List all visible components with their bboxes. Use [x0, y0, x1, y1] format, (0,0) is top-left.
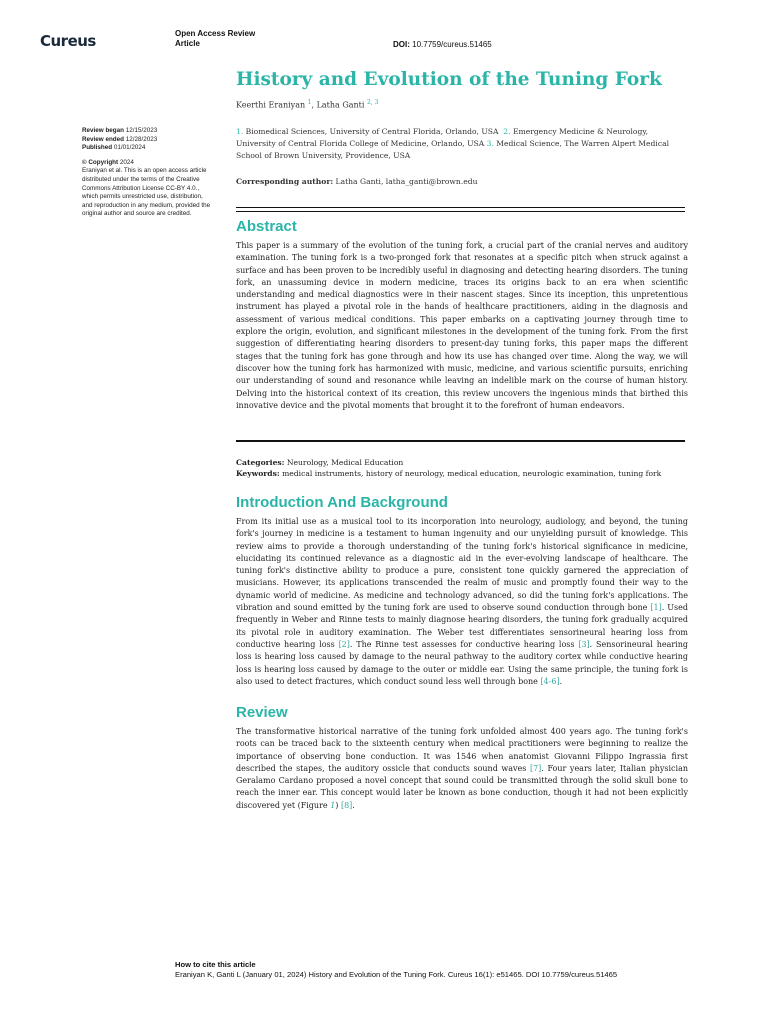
- corresponding-author-value[interactable]: Latha Ganti, latha_ganti@brown.edu: [335, 177, 478, 186]
- abstract-bottom-rule: [236, 440, 685, 442]
- author-1[interactable]: Keerthi Eraniyan: [236, 100, 306, 110]
- intro-text-part: From its initial use as a musical tool to its incorporation into neurology, audiology, and beyond, the tuning fork's journey in medicine is a testament to human ingenuity and our unyielding pursuit of knowledge. This review aims to provide a thorough understanding of the tuning fork's historical significance in medicine, elucidating its continued relevance as a diagnostic aid in the ever-evolving landscape of healthcare. The tuning fork's distinctive ability to produce a pure, consistent tone quickly garnered the appreciation of musicians. However, its applications transcended the realm of music and promptly found their way to the dynamic world of medicine. As medicine and technology advanced, so did the tuning fork's applications. The vibration and sound emitted by the tuning fork are used to observe sound conduction through bone: [236, 517, 688, 613]
- corresponding-author: [236, 177, 477, 186]
- author-separator: ,: [311, 100, 317, 110]
- affiliations: [236, 126, 686, 162]
- published: [82, 144, 212, 153]
- affil-3-num: 3.: [486, 139, 494, 148]
- review-ended: [82, 136, 212, 145]
- copyright-label: © Copyright: [82, 158, 119, 166]
- abstract-top-rule: [236, 207, 685, 212]
- review-heading: Review: [236, 704, 288, 721]
- affil-3: Medical Science, The Warren Alpert Medical School of Brown University, Providence, USA: [236, 139, 670, 160]
- affil-1-num: 1.: [236, 127, 244, 136]
- author-1-affil[interactable]: 1: [307, 99, 312, 106]
- article-type-line1: Open Access Review: [175, 29, 256, 38]
- header-doi: [393, 40, 492, 50]
- review-ended-date: 12/28/2023: [125, 135, 158, 143]
- author-2-affil[interactable]: 2, 3: [366, 99, 379, 106]
- categories: [236, 457, 688, 468]
- abstract-text: This paper is a summary of the evolution of the tuning fork, a crucial part of the cranial nerves and auditory examination. The tuning fork is a two-pronged fork that resonates at a specific pitch when struck against a surface and has been proven to be incredibly useful in diagnosing and detecting hearing disorders. The tuning fork, an unassuming device in modern medicine, traces its origins back to an era when scientific understanding and medical diagnostics were in their nascent stages. Since its inception, this unpretentious instrument has played a pivotal role in the hands of healthcare practitioners, aiding in the diagnosis and assessment of various medical conditions. This paper embarks on a captivating journey through time to explore the origin, evolution, and significant milestones in the development of the tuning fork. From the first suggestion of differentiating hearing disorders to present-day tuning forks, this paper maps the different stages that the tuning fork has gone through and how its use has changed over time. Along the way, we will discover how the tuning fork has harmonized with music, medicine, and various scientific pursuits, enriching our understanding of sound and resonance while leaving an indelible mark on the course of human history. Delving into the historical context of its creation, this review uncovers the ingenious minds that birthed this innovative device and the pivotal moments that brought it to the forefront of human endeavors.: [236, 241, 688, 410]
- published-label: Published: [82, 144, 113, 152]
- intro-text-part: .: [559, 676, 563, 686]
- reference-link[interactable]: [7]: [529, 763, 542, 773]
- article-title: History and Evolution of the Tuning Fork: [236, 69, 662, 90]
- copyright-year: 2024: [119, 158, 134, 166]
- review-text-part: The transformative historical narrative of the tuning fork unfolded almost 400 years ago. The tuning fork's roots can be traced back to the sixteenth century when medical practitioners were beginning to realize the importance of observing bone conduction. It was 1546 when anatomist Giovanni Filippo Ingrassia first described the stapes, the auditory ossicle that conducts sound waves: [236, 727, 688, 773]
- keywords-value: medical instruments, history of neurology, medical education, neurologic examination, tuning fork: [282, 469, 662, 478]
- doi-value[interactable]: 10.7759/cureus.51465: [412, 40, 492, 49]
- corresponding-author-label: Corresponding author:: [236, 177, 334, 186]
- intro-text-part: . The Rinne test assesses for conductive hearing loss: [349, 639, 579, 649]
- article-type-line2: Article: [175, 39, 200, 48]
- how-to-cite: [175, 960, 735, 979]
- categories-keywords: [236, 457, 688, 479]
- affil-2: Emergency Medicine & Neurology, University of Central Florida College of Medicine, Orlando, USA: [236, 127, 649, 148]
- intro-text-part: . Sensorineural hearing loss is hearing loss caused by damage to the neural pathway to the auditory cortex while conductive hearing loss is hearing loss caused by damage to the outer or middle ear. Using the same principle, the tuning fork is also used to detect fractures, which conduct sound less well through bone: [236, 639, 689, 686]
- review-began-label: Review began: [82, 127, 124, 134]
- author-2[interactable]: Latha Ganti: [316, 100, 365, 110]
- intro-heading: Introduction And Background: [236, 494, 448, 511]
- affil-1: Biomedical Sciences, University of Central Florida, Orlando, USA: [245, 127, 499, 136]
- review-text: [236, 726, 688, 812]
- review-text-part: . Four years later, Italian physician Geralamo Cardano proposed a novel concept that sound could be transmitted through the solid skull bone to reach the inner ear. This concept would later be known as bone conduction, though it had not been explicitly discovered yet (Figure: [236, 763, 689, 810]
- categories-value: Neurology, Medical Education: [286, 458, 404, 467]
- review-began: [82, 127, 212, 136]
- reference-link[interactable]: [8]: [340, 800, 353, 810]
- affil-2-num: 2.: [503, 127, 511, 136]
- intro-text: [236, 516, 688, 688]
- how-to-cite-text: Eraniyan K, Ganti L (January 01, 2024) History and Evolution of the Tuning Fork. Cureus 16(1): e51465. DOI 10.7759/cureus.51465: [175, 969, 618, 979]
- categories-label: Categories:: [236, 458, 285, 467]
- reference-link[interactable]: [4-6]: [540, 676, 560, 686]
- how-to-cite-label: How to cite this article: [175, 960, 256, 969]
- keywords: [236, 468, 688, 479]
- doi-label: DOI:: [393, 40, 410, 49]
- keywords-label: Keywords:: [236, 469, 280, 478]
- review-ended-label: Review ended: [82, 135, 124, 143]
- reference-link[interactable]: [2]: [338, 639, 350, 649]
- reference-link[interactable]: [1]: [650, 603, 662, 613]
- abstract-heading: Abstract: [236, 218, 297, 235]
- author-list: [236, 99, 378, 110]
- reference-link[interactable]: [3]: [578, 639, 590, 649]
- review-text-part: .: [352, 800, 355, 810]
- copyright: [82, 159, 212, 168]
- figure-link[interactable]: 1: [330, 800, 336, 810]
- journal-logo: Cureus: [40, 32, 96, 50]
- review-began-date: 12/15/2023: [125, 127, 158, 134]
- published-date: 01/01/2024: [113, 144, 146, 152]
- intro-text-part: . Used frequently in Weber and Rinne tests to mainly diagnose hearing disorders, the tuning fork gradually acquired its pivotal role in auditory examination. The Weber test differentiates sensorineural hearing loss from conductive hearing loss: [236, 603, 688, 649]
- review-text-part: ): [335, 800, 341, 810]
- article-type: [175, 29, 255, 49]
- license-text: Eraniyan et al. This is an open access article distributed under the terms of the Creative Commons Attribution License CC-BY 4.0., which permits unrestricted use, distribution, and reproduction in any medium, provided the original author and source are credited.: [82, 167, 211, 218]
- publication-sidebar: [82, 127, 212, 219]
